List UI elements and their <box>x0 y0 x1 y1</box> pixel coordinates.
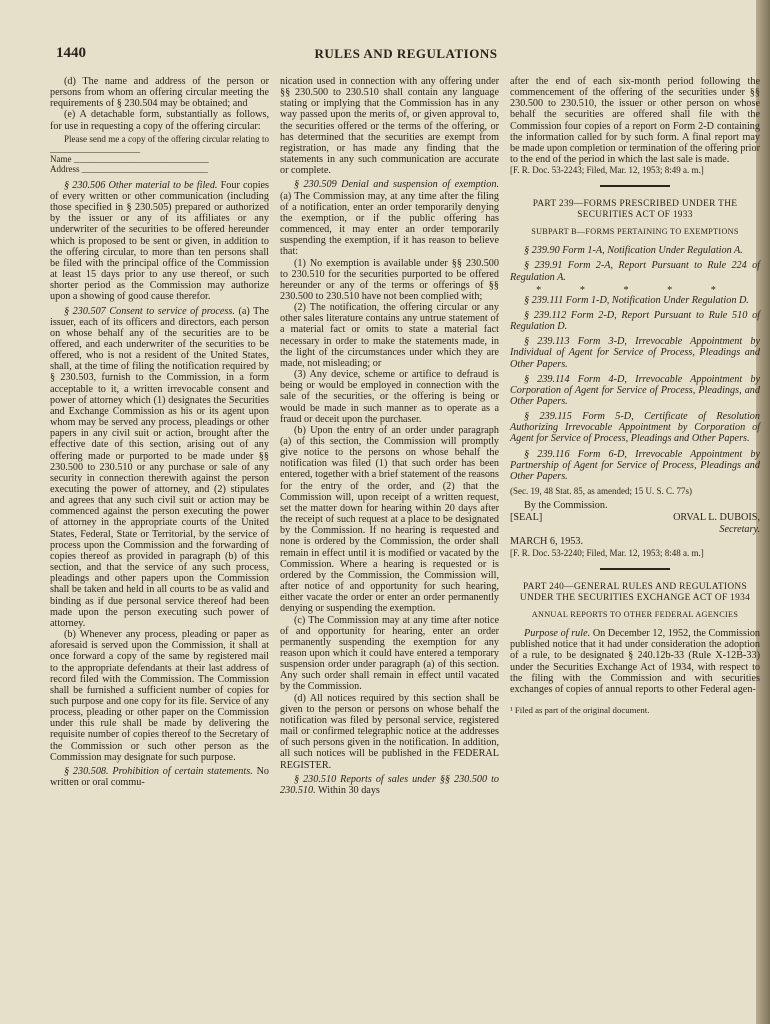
fr-doc-citation: [F. R. Doc. 53-2243; Filed, Mar. 12, 1953; 8:49 a. m.] <box>510 165 704 176</box>
section-230-507 <box>50 306 269 630</box>
paragraph: (d) The name and address of the person or persons from whom an offering circular meeting the requirements of § 230.504 may be obtained; and <box>50 76 269 110</box>
section-body: Within 30 days <box>318 784 380 796</box>
divider <box>600 568 670 570</box>
purpose-heading: Purpose of rule. <box>524 628 591 640</box>
paragraph: after the end of each six-month period following the commencement of the offering of the securities under §§ 230.500 to 230.510, the issuer or other person on whose behalf the securities are offered shall file with the Commission four copies of a report on Form 2-D containing the information called for by such form. A final report may be made upon completion or termination of the offering prior to the end of the period in which the last sale is made. <box>510 76 760 166</box>
section-230-509 <box>280 179 499 257</box>
purpose-body: On December 12, 1952, the Commission published notice that it had under consideration the adoption of a rule, to be designated § 240.12b-33 (Rule X-12B-33) under the Securities Exchange Act of 1934, with respect to the filing with the Commission and with securities exchanges of copies of annual reports to other Federal agen- <box>510 628 761 695</box>
part-239-title: PART 239—FORMS PRESCRIBED UNDER THE SECURITIES ACT OF 1933 <box>532 199 738 221</box>
form-line: Address ____________________________ <box>50 163 208 174</box>
footnote: ¹ Filed as part of the original document. <box>510 705 650 715</box>
paragraph: (d) All notices required by this section shall be given to the person or persons on whose behalf the notification was filed by personal service, registered mail or confirmed telegraphic notice at the addresses of such persons given in the notification. In addition, all such notices will be published in the FEDERAL REGISTER. <box>280 692 499 771</box>
form-section: § 239.112 Form 2-D, Report Pursuant to Rule 510 of Regulation D. <box>510 309 760 333</box>
request-form <box>50 134 269 174</box>
paragraph: (e) A detachable form, substantially as follows, for use in requesting a copy of the offering circular: <box>50 109 269 132</box>
section-body: (a) The issuer, each of its officers and directors, each person on whose behalf any of the securities are to be offered, and each underwriter of the securities to be offered, who is not a resident of the United States, shall, at the time of filing the notification required by § 230.503, furnish to the Commission, in a form acceptable to it, a written irrevocable consent and power of attorney which (1) designates the Securities and Exchange Commission as his or its agent upon whom may be served any process, pleadings or other papers in any civil suit or action, brought after the effective date of this section, arising out of any offering made or purported to be made under §§ 230.500 to 230.510 or any purchase or sale of any security in connection therewith against the person executing the power of attorney, and (2) stipulates and agrees that any such civil suit or action may be commenced against the person executing the power of attorney in the appropriate courts of the United States, Federal, State or Territorial, by the service of process upon the Commission and the forwarding of copies thereof as provided in paragraph (b) of this section, and that the service of any such process, pleadings and other papers upon the Commission shall be taken and held in all courts to be as valid and binding as if due personal service thereof had been made upon the person executing such power of attorney. <box>50 305 269 629</box>
form-line: Name ______________________________ <box>50 153 209 164</box>
paragraph: (2) The notification, the offering circular or any other sales literature contains any untrue statement of a material fact or omits to state a material fact necessary in order to make the statements made, in the light of the circumstances under which they are made, not misleading; or <box>280 302 499 369</box>
paragraph: (1) No exemption is available under §§ 230.500 to 230.510 for the securities purported to be offered hereunder or any of the terms or offerings of §§ 230.500 to 230.510 have not been complied with; <box>280 257 499 302</box>
form-section: § 239.111 Form 1-D, Notification Under Regulation D. <box>524 294 749 306</box>
signer-name: ORVAL L. DUBOIS, <box>673 512 760 524</box>
fr-doc-citation: [F. R. Doc. 53-2240; Filed, Mar. 12, 1953; 8:48 a. m.] <box>510 548 704 559</box>
form-section: § 239.113 Form 3-D, Irrevocable Appointment by Individual of Agent for Service of Process, Pleadings and Other Papers. <box>510 336 760 370</box>
paragraph: (3) Any device, scheme or artifice to defraud is being or would be employed in connection with the sale of the securities, or the offering is being or would be made in such manner as to operate as a fraud or deceit upon the purchaser. <box>280 369 499 425</box>
section-heading: § 230.508. Prohibition of certain statements. <box>64 765 253 777</box>
form-section: § 239.90 Form 1-A, Notification Under Regulation A. <box>524 245 743 257</box>
section-heading: § 230.507 Consent to service of process. <box>64 305 235 317</box>
form-section: § 239.114 Form 4-D, Irrevocable Appointment by Corporation of Agent for Service of Process, Pleadings, and Other Papers. <box>510 373 760 407</box>
column-1 <box>50 76 269 788</box>
subpart-b-title: SUBPART B—FORMS PERTAINING TO EXEMPTIONS <box>531 227 739 237</box>
column-3 <box>510 76 760 715</box>
form-section: § 239.91 Form 2-A, Report Pursuant to Rule 224 of Regulation A. <box>510 260 760 283</box>
section-230-506 <box>50 180 269 303</box>
divider <box>600 185 670 187</box>
section-body: No written or oral commu- <box>50 765 270 789</box>
section-heading: § 230.509 Denial and suspension of exemption. <box>294 179 499 191</box>
form-section: § 239.115 Form 5-D, Certificate of Resolution Authorizing Irrevocable Appointment by Corporation of Agent for Service of Process, Pleadings and Other Papers. <box>510 411 760 445</box>
paragraph: (b) Upon the entry of an order under paragraph (a) of this section, the Commission will promptly give notice to the persons on whose behalf the notification was filed (1) that such order has been entered, together with a brief statement of the reasons for the entry of the order, and (2) that the Commission will, upon receipt of a written request, set the matter down for hearing within 20 days after the receipt of such request at a place to be designated by the Commission. If no hearing is requested and none is ordered by the Commission, the order shall remain in effect until it is modified or vacated by the Commission. Where a hearing is requested or is ordered by the Commission, the Commission will, after notice of and opportunity for such hearing, either vacate the order or enter an order permanently denying or suspending the exemption. <box>280 424 499 615</box>
page-number: 1440 <box>56 45 86 61</box>
annual-reports-heading: ANNUAL REPORTS TO OTHER FEDERAL AGENCIES <box>531 610 739 620</box>
authority-citation: (Sec. 19, 48 Stat. 85, as amended; 15 U. S. C. 77s) <box>510 486 692 497</box>
paragraph: (c) The Commission may at any time after notice of and opportunity for hearing, enter an order permanently suspending the exemption for any reason upon which it could have entered a temporary suspension order under paragraph (a) of this section. Any such order shall remain in effect until vacated by the Commission. <box>280 614 499 693</box>
section-230-508 <box>50 766 269 788</box>
by-commission: By the Commission. <box>524 500 608 512</box>
paragraph: nication used in connection with any offering under §§ 230.500 to 230.510 shall contain any language stating or implying that the Commission has in any way passed upon the merits of, or given approval to, the securities offered or the terms of the offering, or has determined that the securities are exempt from registration, or has made any finding that the statements in any such communication are accurate or complete. <box>280 76 499 177</box>
page-title: RULES AND REGULATIONS <box>314 46 498 61</box>
section-body: Four copies of every written or other communication (including those specified in § 230.505) prepared or authorized by the issuer or any of its affiliates or any underwriter of the securities to be offered hereunder which is proposed to be sent or given, in addition to the offering circular, to more than ten persons shall be filed with the principal office of the Commission at least 15 days prior to any use thereof, or such shorter period as the Commission may authorize upon a showing of good cause therefor. <box>50 179 270 303</box>
form-line: Please send me a copy of the offering circular relating to ____________________ <box>50 133 269 154</box>
section-body: (a) The Commission may, at any time after the filing of a notification, enter an order temporarily denying the exemption, or if the public offering has commenced, it may enter an order temporarily suspending the exemption, if it has reason to believe that: <box>280 190 499 258</box>
signer-title: Secretary. <box>719 524 760 536</box>
paragraph: (b) Whenever any process, pleading or paper as aforesaid is served upon the Commission, it shall at once forward a copy of the same by registered mail to the appropriate defendants at their last address of record filed with the Commission. The Commission shall be furnished a sufficient number of copies for such purpose and one copy for its file. Service of any process, pleading or other paper on the Commission under this rule shall be made by delivering the requisite number of copies thereof to the Secretary of the Commission or such other person as the Commission may designate for such purpose. <box>50 629 269 763</box>
signature-date: MARCH 6, 1953. <box>510 536 584 548</box>
purpose-paragraph <box>510 628 760 695</box>
column-2 <box>280 76 499 796</box>
omission-stars: * * * * * <box>536 284 734 296</box>
section-heading: § 230.506 Other material to be filed. <box>64 179 218 191</box>
page-header <box>56 45 756 65</box>
seal-mark: [SEAL] <box>510 512 543 524</box>
section-heading: § 230.510 Reports of sales under §§ 230.500 to 230.510. <box>280 773 499 796</box>
part-240-title: PART 240—GENERAL RULES AND REGULATIONS UNDER THE SECURITIES EXCHANGE ACT OF 1934 <box>519 582 751 604</box>
form-section: § 239.116 Form 6-D, Irrevocable Appointment by Partnership of Agent for Service of Process, Pleadings and Other Papers. <box>510 448 760 482</box>
signature-line <box>510 512 760 524</box>
section-230-510 <box>280 774 499 796</box>
